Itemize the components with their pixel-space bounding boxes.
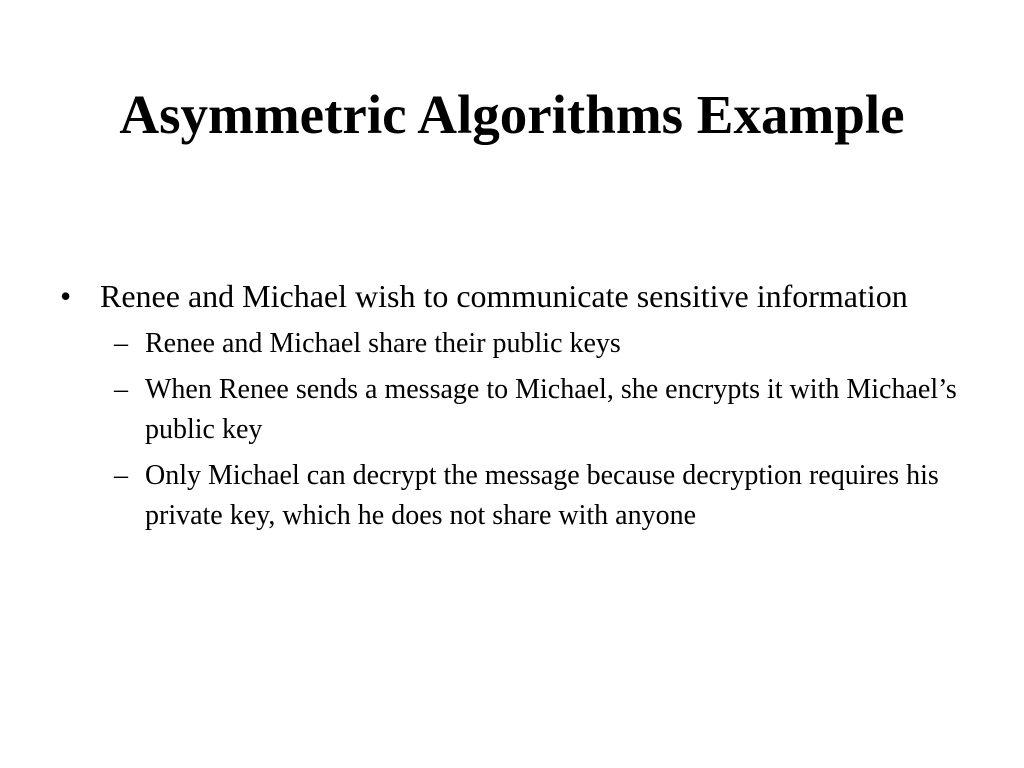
sub-bullet-text: When Renee sends a message to Michael, she encrypts it with Michael’s public key [145,374,957,445]
sub-bullet-text: Renee and Michael share their public keys [145,328,621,359]
bullet-marker: • [60,278,72,314]
slide-title: Asymmetric Algorithms Example [119,84,905,145]
sub-bullet-item [100,456,960,536]
bullet-item [60,274,960,318]
sub-bullet-item [100,370,960,450]
bullet-text: Renee and Michael wish to communicate sensitive information [100,278,908,314]
sub-bullet-list [100,324,960,536]
dash-marker: – [114,374,128,405]
sub-bullet-item [100,324,960,364]
dash-marker: – [114,328,128,359]
sub-bullet-text: Only Michael can decrypt the message because decryption requires his private key, which he does not share with anyone [145,460,939,531]
dash-marker: – [114,460,128,491]
slide-body [60,274,960,542]
